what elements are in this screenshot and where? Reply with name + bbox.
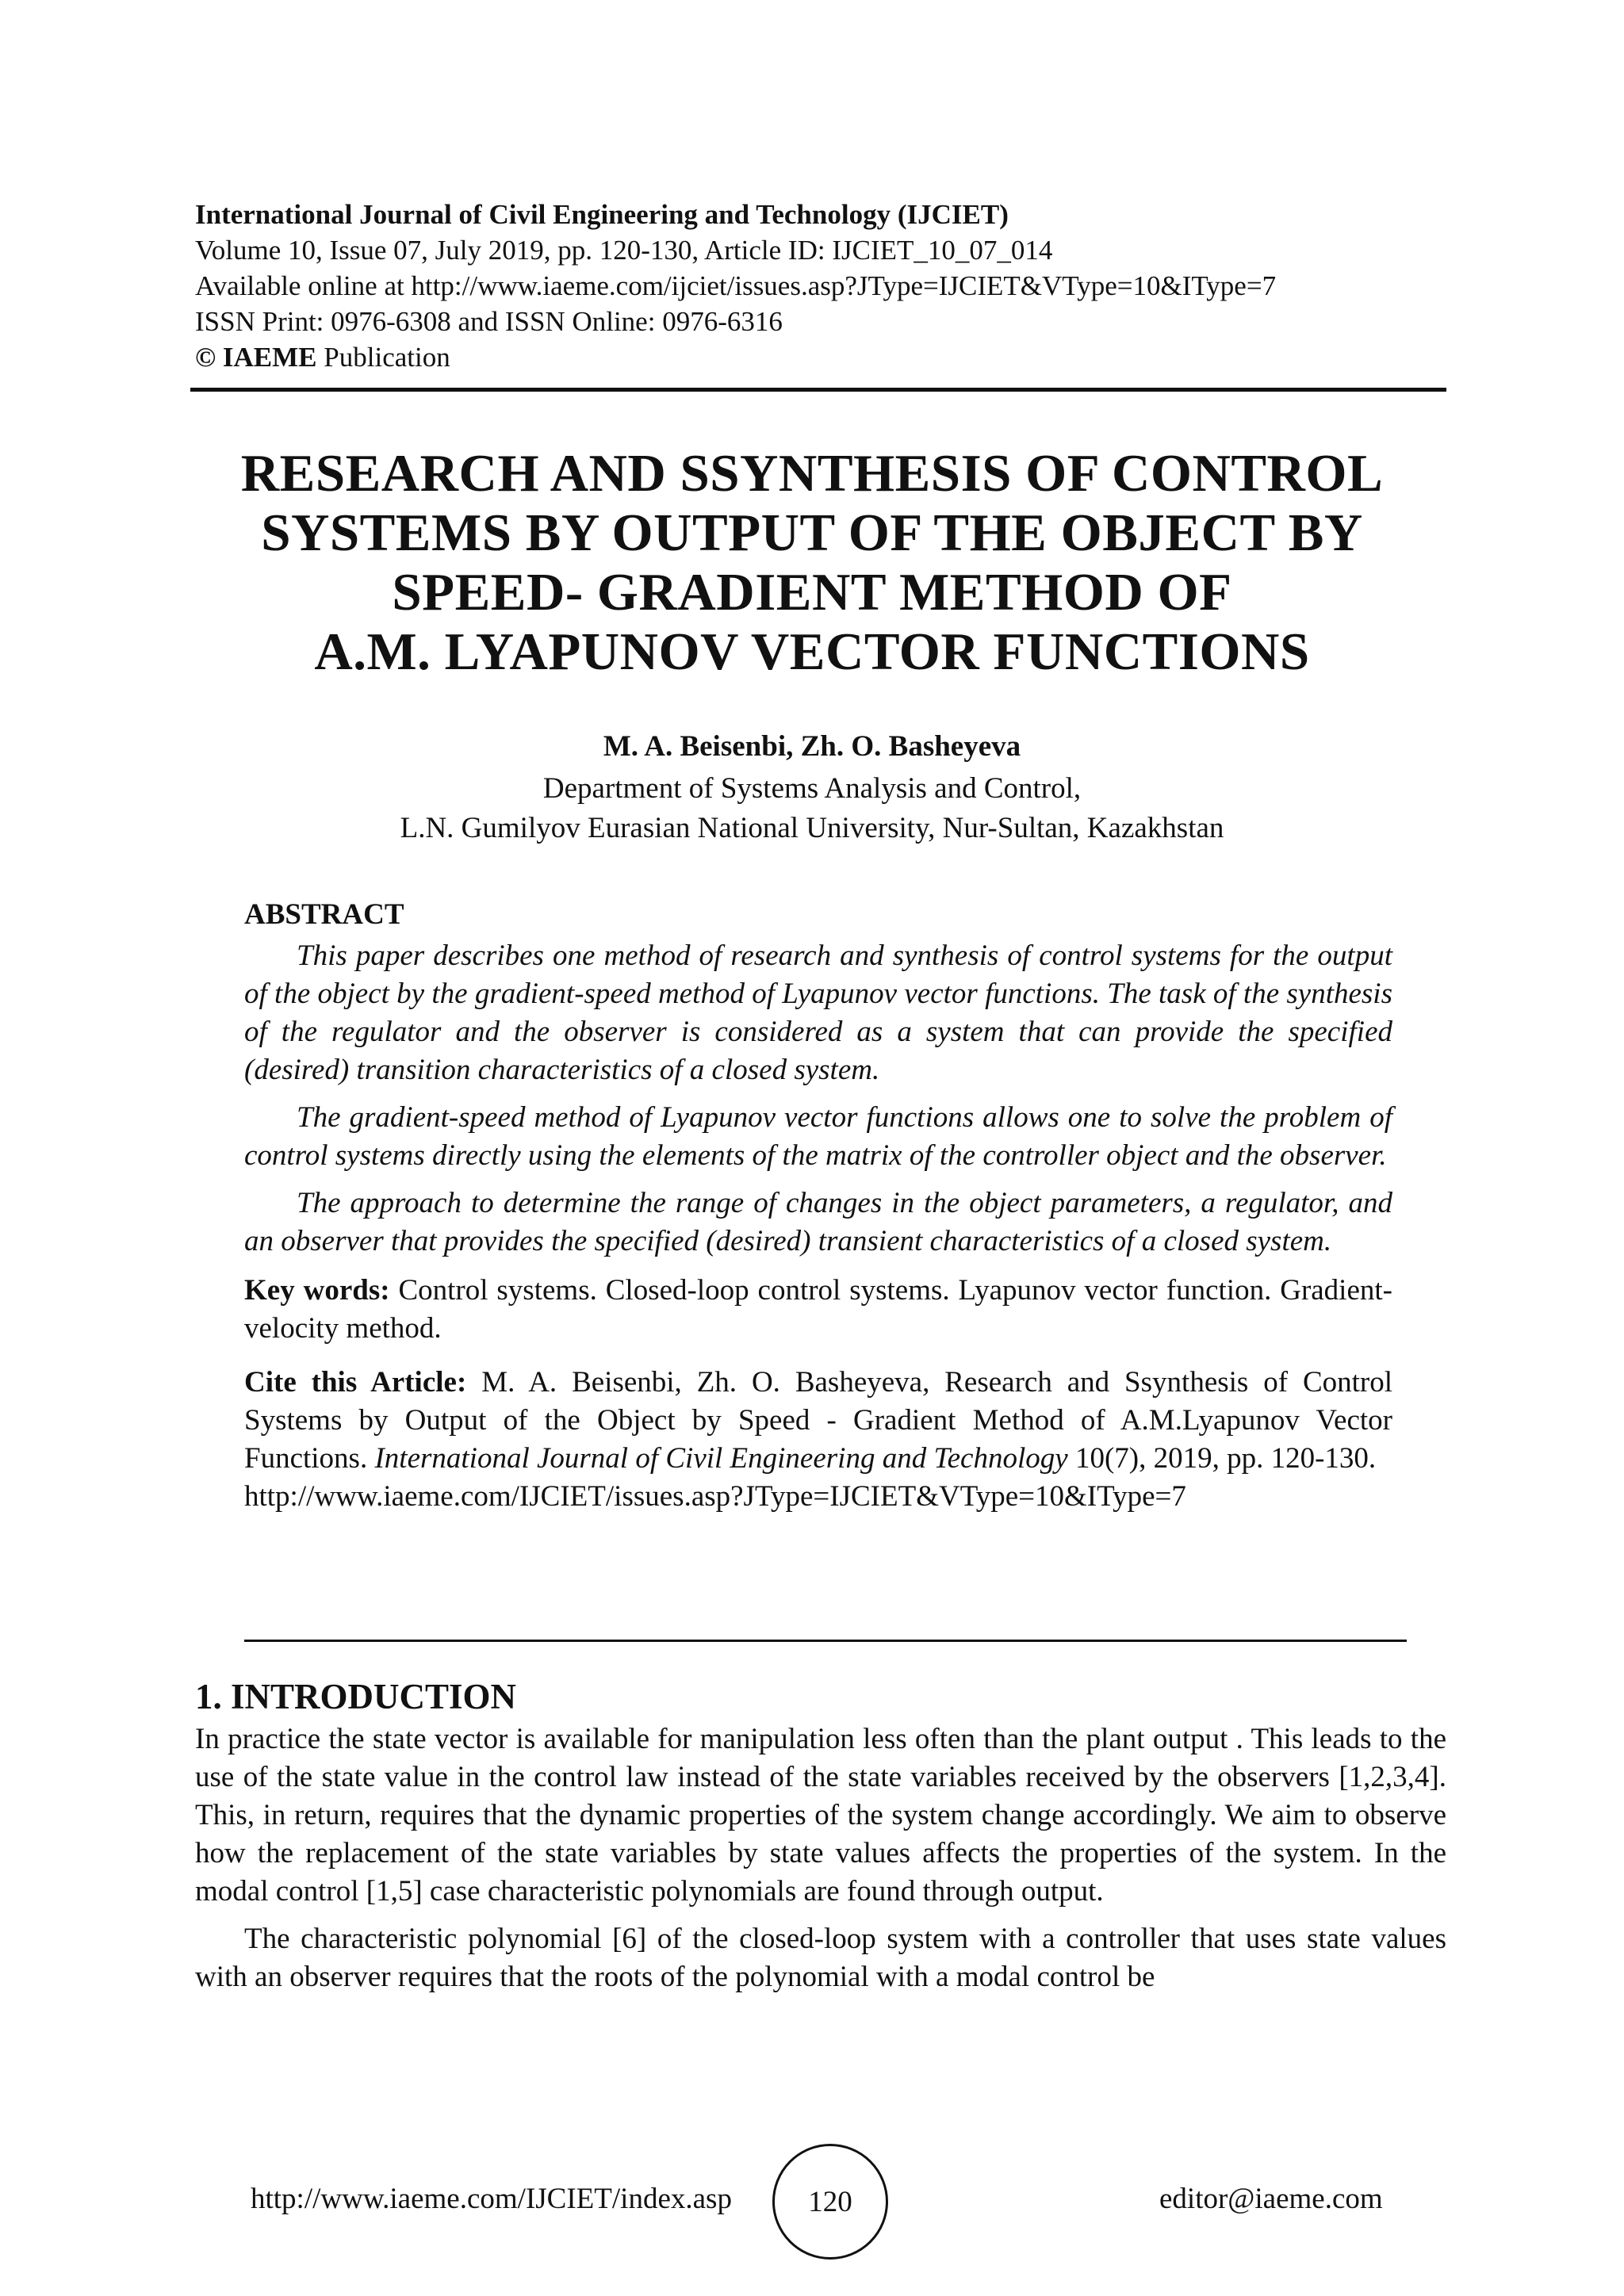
citation-divider	[244, 1640, 1407, 1642]
page-number-badge	[772, 2144, 888, 2260]
introduction-paragraph-1: In practice the state vector is available for manipulation less often than the plant output . This leads to the use of the state value in the control law instead of the state variables received by the observers [1,2,3,4]. This, in return, requires that the dynamic properties of the system change accordingly. We aim to observe how the replacement of the state variables by state values affects the properties of the system. In the modal control [1,5] case characteristic polynomials are found through output.	[195, 1723, 1446, 1908]
citation-label: Cite this Article:	[244, 1366, 467, 1399]
journal-volume-line: Volume 10, Issue 07, July 2019, pp. 120-130, Article ID: IJCIET_10_07_014	[195, 235, 1053, 266]
keywords	[244, 1272, 1392, 1348]
journal-online-line: Available online at http://www.iaeme.com/ijciet/issues.asp?JType=IJCIET&VType=10&IType=7	[195, 270, 1277, 301]
introduction-heading: 1. INTRODUCTION	[195, 1677, 517, 1716]
title-line-3: SPEED- GRADIENT METHOD OF	[392, 563, 1232, 622]
journal-name: International Journal of Civil Engineering and Technology (IJCIET)	[195, 199, 1009, 230]
footer-email-link[interactable]: editor@iaeme.com	[1159, 2183, 1383, 2215]
publisher-suffix: Publication	[324, 342, 450, 373]
title-line-2: SYSTEMS BY OUTPUT OF THE OBJECT BY	[261, 503, 1363, 562]
journal-header	[195, 197, 1448, 375]
publisher-name: IAEME	[222, 342, 317, 373]
citation-tail: 10(7), 2019, pp. 120-130.	[1074, 1442, 1377, 1475]
abstract-paragraph: This paper describes one method of research and synthesis of control systems for the output of the object by the gradient-speed method of Lyapunov vector functions. The task of the synthesis of the regulator and the observer is considered as a system that can provide the specified (desired) transition characteristics of a closed system.	[244, 939, 1392, 1086]
citation	[244, 1364, 1392, 1516]
page-footer	[0, 2141, 1624, 2267]
abstract-paragraph: The approach to determine the range of changes in the object parameters, a regulator, and an observer that provides the specified (desired) transient characteristics of a closed system.	[244, 1187, 1392, 1257]
title-line-1: RESEARCH AND SSYNTHESIS OF CONTROL	[240, 444, 1384, 503]
abstract-heading: ABSTRACT	[244, 898, 404, 931]
page-number: 120	[808, 2185, 852, 2218]
title-line-4: A.M. LYAPUNOV VECTOR FUNCTIONS	[314, 622, 1310, 681]
journal-publisher-line	[195, 339, 1448, 375]
affiliation-line-1: Department of Systems Analysis and Control,	[542, 772, 1082, 805]
citation-journal: International Journal of Civil Engineering and Technology	[374, 1442, 1068, 1475]
introduction-paragraph-2: The characteristic polynomial [6] of the closed-loop system with a controller that uses state values with an observer requires that the roots of the polynomial with a modal control be	[195, 1923, 1446, 1993]
author-affiliation	[159, 769, 1465, 848]
header-divider	[190, 388, 1446, 392]
paper-title	[159, 444, 1465, 682]
keywords-text: Control systems. Closed-loop control systems. Lyapunov vector function. Gradient-velocity method.	[244, 1274, 1392, 1345]
abstract-section	[244, 896, 1392, 1516]
journal-issn-line: ISSN Print: 0976-6308 and ISSN Online: 0976-6316	[195, 306, 783, 337]
affiliation-line-2: L.N. Gumilyov Eurasian National University, Nur-Sultan, Kazakhstan	[400, 812, 1224, 844]
footer-url-link[interactable]: http://www.iaeme.com/IJCIET/index.asp	[251, 2183, 732, 2215]
keywords-label: Key words:	[244, 1274, 390, 1307]
copyright-symbol: ©	[195, 342, 216, 373]
citation-url-link[interactable]: http://www.iaeme.com/IJCIET/issues.asp?JType=IJCIET&VType=10&IType=7	[244, 1480, 1186, 1513]
abstract-paragraph: The gradient-speed method of Lyapunov vector functions allows one to solve the problem of control systems directly using the elements of the matrix of the controller object and the observer.	[244, 1101, 1392, 1172]
citation-text: M. A. Beisenbi, Zh. O. Basheyeva, Research and Ssynthesis of Control Systems by Output of the Object by Speed - Gradient Method of A.M.Lyapunov Vector Functions.	[244, 1366, 1392, 1475]
introduction-section	[195, 1674, 1446, 2006]
paper-authors: M. A. Beisenbi, Zh. O. Basheyeva	[603, 730, 1021, 763]
